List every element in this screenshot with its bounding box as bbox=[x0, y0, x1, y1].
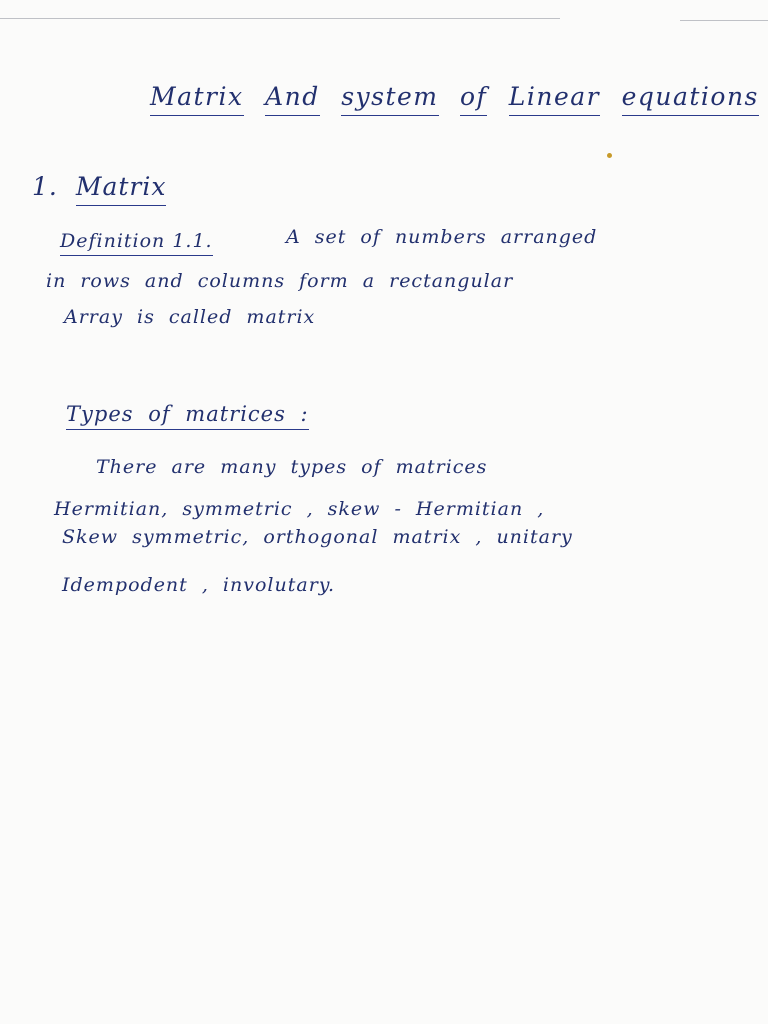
title-word: equations bbox=[622, 82, 759, 116]
types-line-1: There are many types of matrices bbox=[96, 456, 488, 478]
title-word: of bbox=[460, 82, 487, 116]
section-number: 1. bbox=[32, 172, 58, 201]
types-line-2: Hermitian, symmetric , skew - Hermitian , bbox=[54, 498, 545, 520]
page-top-rule-right bbox=[680, 20, 768, 21]
title-word: And bbox=[265, 82, 320, 116]
page-top-rule bbox=[0, 18, 560, 19]
definition-label: Definition 1.1. bbox=[60, 232, 213, 256]
title-word: Linear bbox=[509, 82, 600, 116]
types-line-3: Skew symmetric, orthogonal matrix , unitary bbox=[62, 526, 573, 548]
ink-dot bbox=[607, 153, 612, 158]
title-word: system bbox=[341, 82, 438, 116]
types-line-4: Idempodent , involutary. bbox=[62, 574, 336, 596]
definition-line-2: in rows and columns form a rectangular bbox=[46, 270, 514, 292]
section-heading bbox=[32, 174, 166, 199]
definition-line-1: A set of numbers arranged bbox=[286, 226, 598, 248]
page-title bbox=[150, 84, 759, 109]
types-heading: Types of matrices : bbox=[66, 404, 309, 430]
definition-line-3: Array is called matrix bbox=[64, 306, 316, 328]
section-title: Matrix bbox=[76, 172, 167, 206]
title-word: Matrix bbox=[150, 82, 244, 116]
